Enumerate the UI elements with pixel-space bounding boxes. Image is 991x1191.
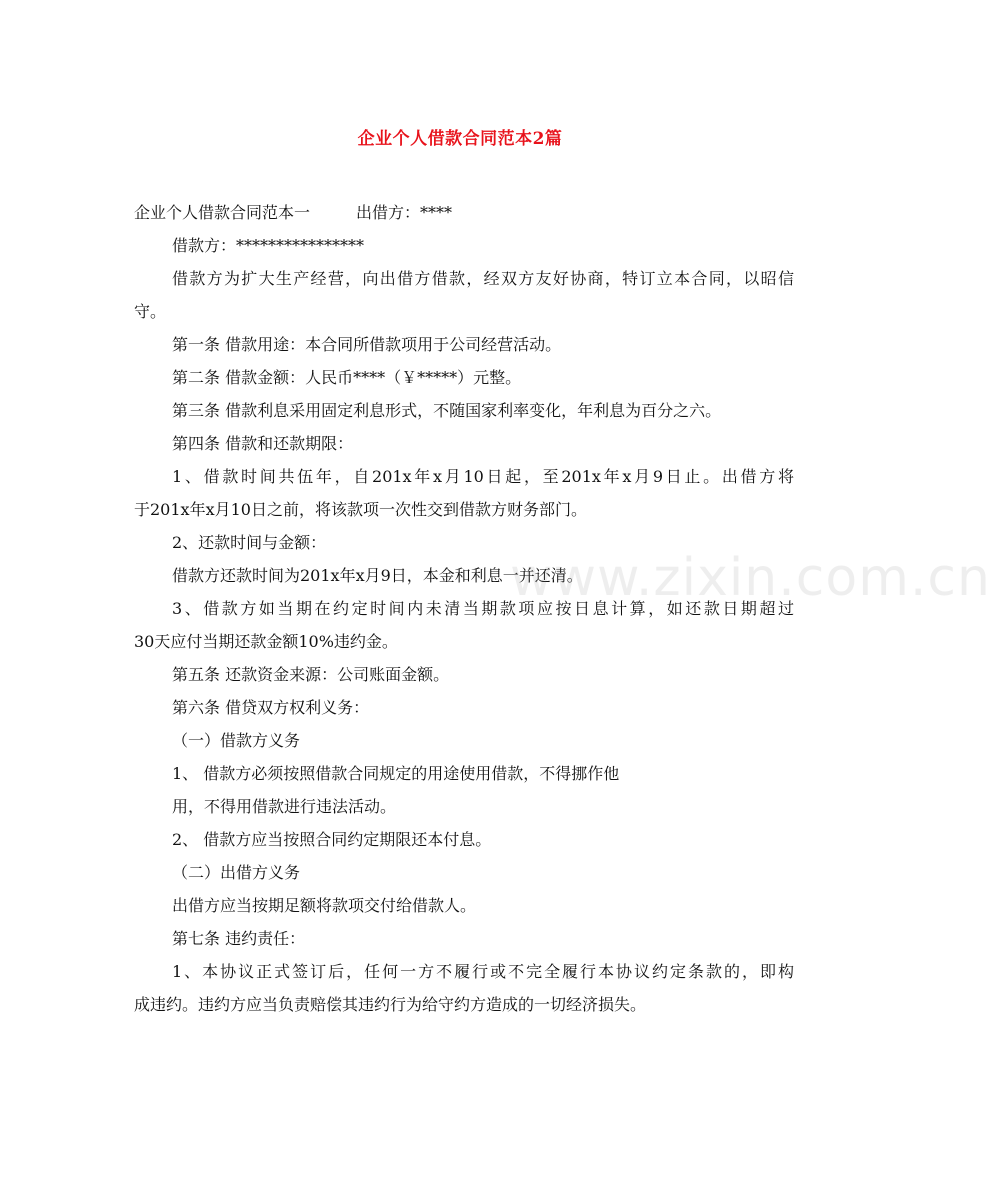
article-6-section-a: （一）借款方义务 — [172, 731, 301, 750]
article-4-item-2: 2、还款时间与金额： — [172, 533, 327, 552]
intro-line — [134, 196, 794, 229]
article-2: 第二条 借款金额：人民币****（￥*****）元整。 — [172, 368, 522, 387]
article-4-item-3-line-1: 3、借款方如当期在约定时间内未清当期款项应按日息计算，如还款日期超过 — [172, 599, 794, 618]
article-4-item-1-line-1: 1、借款时间共伍年，自201x年x月10日起，至201x年x月9日止。出借方将 — [172, 467, 794, 486]
article-6-a-item-1-line-2: 用，不得用借款进行违法活动。 — [172, 797, 397, 816]
purpose-line-2: 守。 — [134, 302, 167, 321]
article-5: 第五条 还款资金来源：公司账面金额。 — [172, 665, 450, 684]
borrower-line: 借款方：**************** — [172, 236, 365, 255]
article-7-item-1-line-1: 1、本协议正式签订后，任何一方不履行或不完全履行本协议约定条款的，即构 — [172, 962, 794, 981]
purpose-line-1: 借款方为扩大生产经营，向出借方借款，经双方友好协商，特订立本合同，以昭信 — [172, 269, 794, 288]
article-6-b-item-1: 出借方应当按期足额将款项交付给借款人。 — [172, 896, 477, 915]
article-6: 第六条 借贷双方权利义务： — [172, 698, 370, 717]
article-3: 第三条 借款利息采用固定利息形式，不随国家利率变化，年利息为百分之六。 — [172, 401, 722, 420]
article-1: 第一条 借款用途：本合同所借款项用于公司经营活动。 — [172, 335, 562, 354]
article-4-item-3-line-2: 30天应付当期还款金额10%违约金。 — [134, 632, 398, 651]
article-6-a-item-2: 2、 借款方应当按照合同约定期限还本付息。 — [172, 830, 492, 849]
article-4-item-1-line-2: 于201x年x月10日之前，将该款项一次性交到借款方财务部门。 — [134, 500, 587, 519]
document-body — [134, 196, 794, 1021]
watermark: www.zixin.com.cn — [510, 548, 991, 608]
article-4: 第四条 借款和还款期限： — [172, 434, 354, 453]
article-7: 第七条 违约责任： — [172, 929, 306, 948]
article-4-item-2-detail: 借款方还款时间为201x年x月9日，本金和利息一并还清。 — [172, 566, 583, 585]
lender-line: 出借方：**** — [356, 203, 453, 222]
article-7-item-1-line-2: 成违约。违约方应当负责赔偿其违约行为给守约方造成的一切经济损失。 — [134, 995, 647, 1014]
article-6-a-item-1-line-1: 1、 借款方必须按照借款合同规定的用途使用借款，不得挪作他 — [172, 764, 620, 783]
contract-subtitle: 企业个人借款合同范本一 — [134, 203, 311, 222]
article-6-section-b: （二）出借方义务 — [172, 863, 301, 882]
document-title: 企业个人借款合同范本2篇 — [357, 129, 563, 149]
